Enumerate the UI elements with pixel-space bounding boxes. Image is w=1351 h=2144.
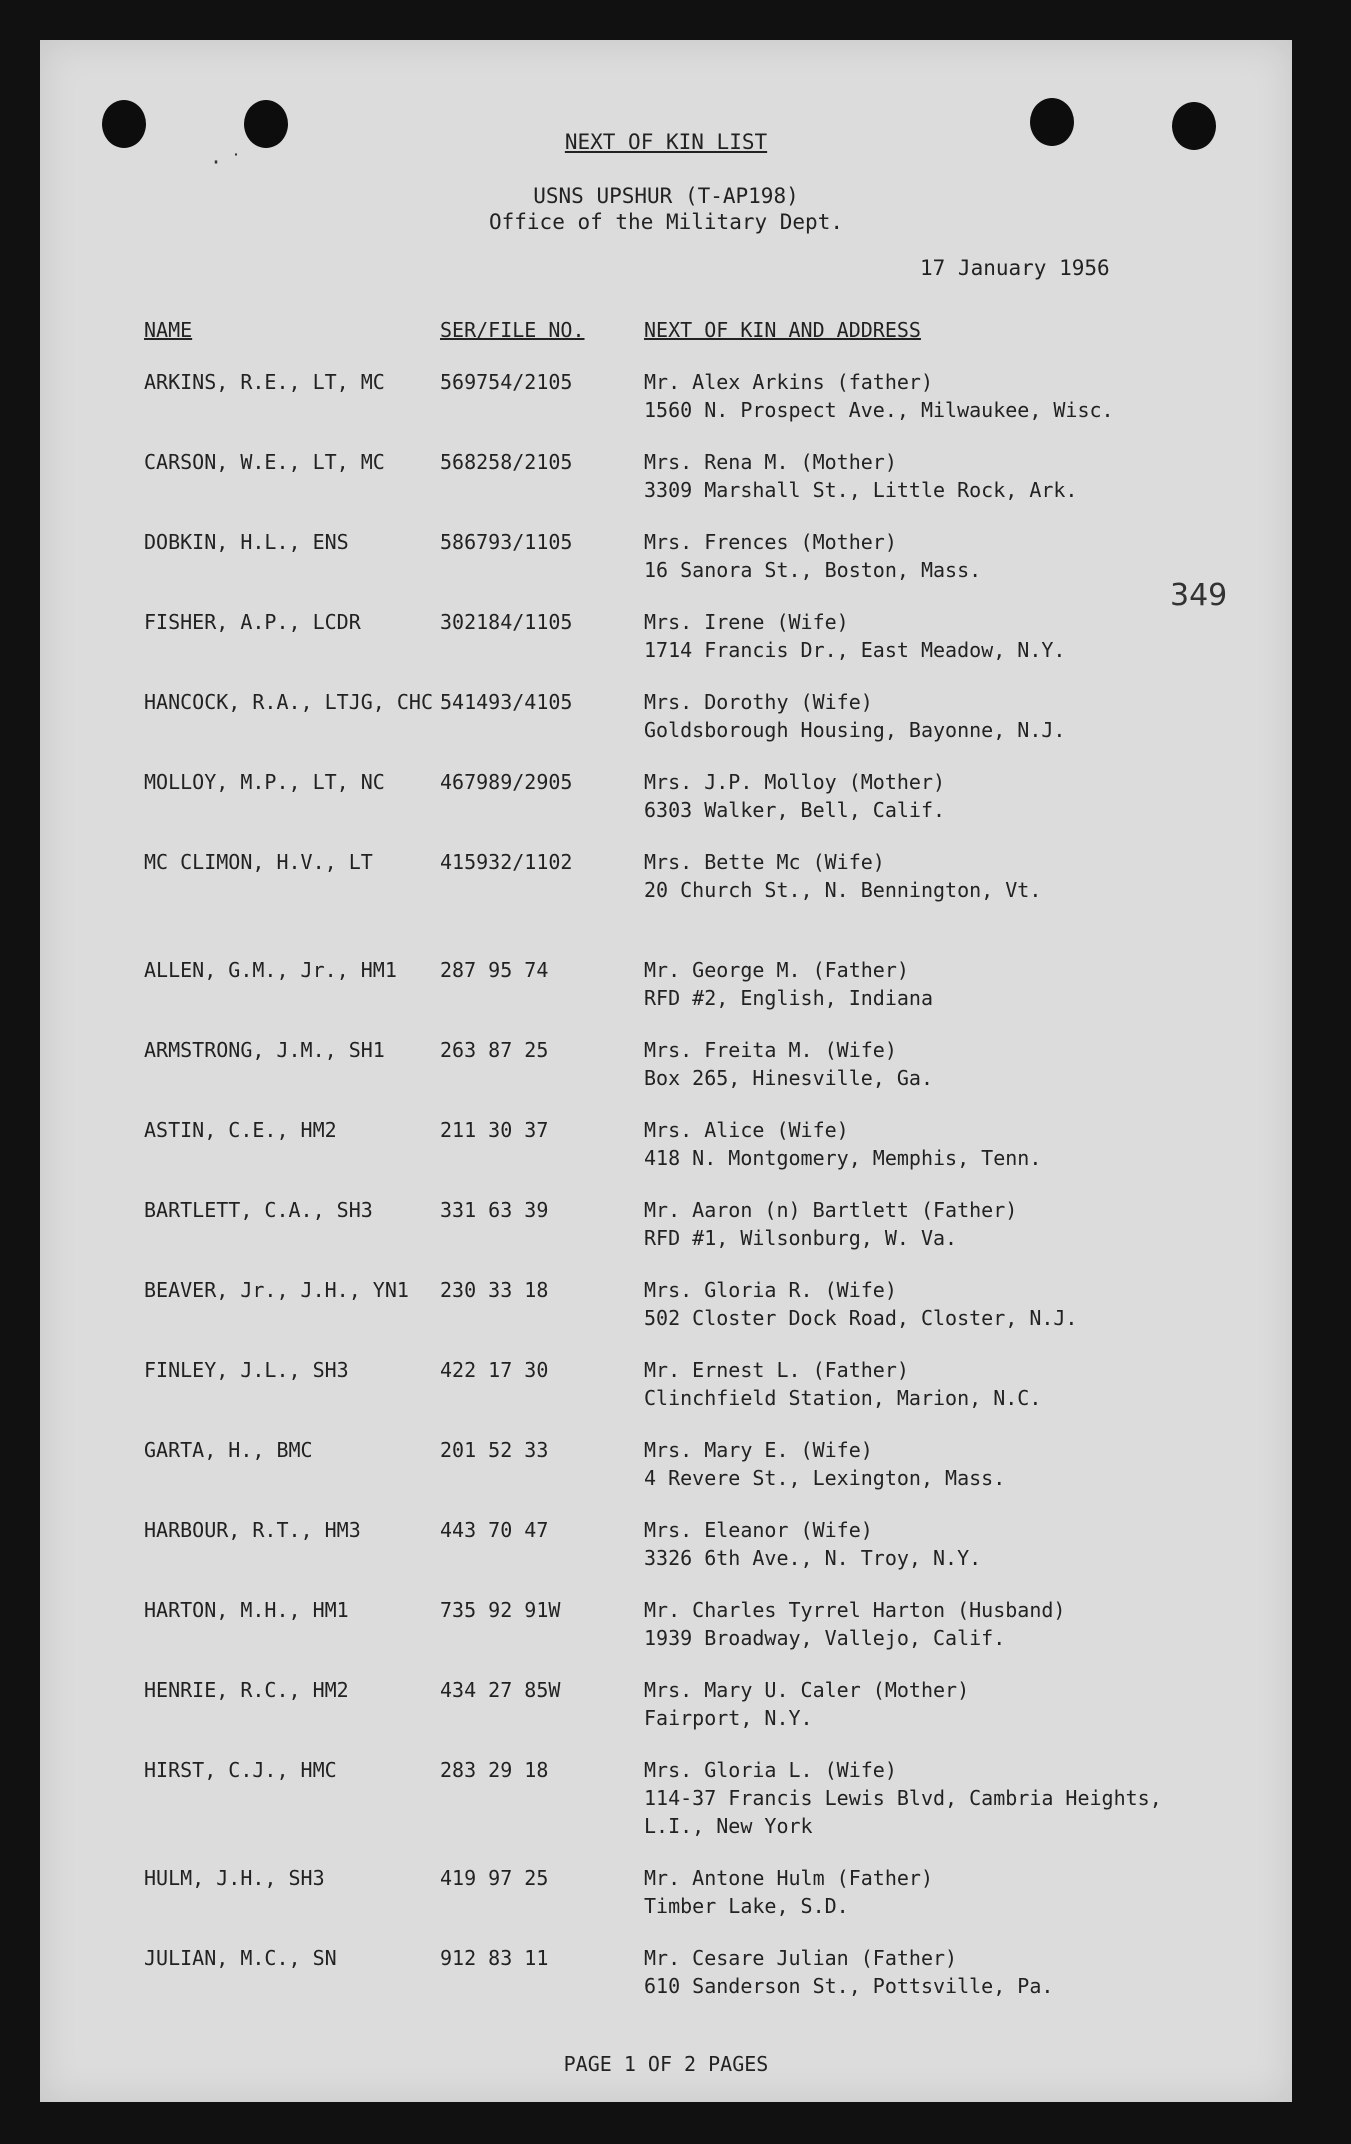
entry-kin-line: L.I., New York	[644, 1814, 813, 1838]
document-title: NEXT OF KIN LIST	[564, 130, 768, 154]
column-header-name: NAME	[144, 318, 193, 342]
entry-ser-file-no: 541493/4105	[440, 690, 573, 714]
entry-kin-line: Mr. Aaron (n) Bartlett (Father)	[644, 1198, 1018, 1222]
entry-name: ASTIN, C.E., HM2	[144, 1118, 337, 1142]
entry-kin-line: Mr. Cesare Julian (Father)	[644, 1946, 958, 1970]
entry-ser-file-no: 422 17 30	[440, 1358, 549, 1382]
margin-page-number: 349	[1170, 578, 1228, 613]
entry-kin-line: 610 Sanderson St., Pottsville, Pa.	[644, 1974, 1054, 1998]
entry-name: GARTA, H., BMC	[144, 1438, 313, 1462]
entry-kin-line: Mrs. Frences (Mother)	[644, 530, 897, 554]
entry-name: FINLEY, J.L., SH3	[144, 1358, 349, 1382]
entry-kin-line: 418 N. Montgomery, Memphis, Tenn.	[644, 1146, 1042, 1170]
entry-kin-line: 6303 Walker, Bell, Calif.	[644, 798, 946, 822]
entry-ser-file-no: 331 63 39	[440, 1198, 549, 1222]
entry-name: BARTLETT, C.A., SH3	[144, 1198, 373, 1222]
entry-ser-file-no: 443 70 47	[440, 1518, 549, 1542]
entry-ser-file-no: 434 27 85W	[440, 1678, 561, 1702]
entry-name: JULIAN, M.C., SN	[144, 1946, 337, 1970]
entry-name: FISHER, A.P., LCDR	[144, 610, 361, 634]
entry-name: BEAVER, Jr., J.H., YN1	[144, 1278, 409, 1302]
entry-kin-line: 3309 Marshall St., Little Rock, Ark.	[644, 478, 1078, 502]
entry-ser-file-no: 415932/1102	[440, 850, 573, 874]
entry-kin-line: Mrs. Bette Mc (Wife)	[644, 850, 885, 874]
entry-ser-file-no: 586793/1105	[440, 530, 573, 554]
entry-next-of-kin	[644, 448, 1077, 504]
page-footer: PAGE 1 OF 2 PAGES	[563, 2052, 769, 2076]
entry-kin-line: Fairport, N.Y.	[644, 1706, 813, 1730]
entry-next-of-kin	[644, 608, 1065, 664]
entry-next-of-kin	[644, 1676, 969, 1732]
entry-kin-line: Clinchfield Station, Marion, N.C.	[644, 1386, 1042, 1410]
paper-specks: ·˙	[210, 150, 251, 174]
entry-kin-line: Mrs. Dorothy (Wife)	[644, 690, 873, 714]
entry-next-of-kin	[644, 368, 1114, 424]
entry-ser-file-no: 211 30 37	[440, 1118, 549, 1142]
entry-kin-line: 3326 6th Ave., N. Troy, N.Y.	[644, 1546, 982, 1570]
entry-next-of-kin	[644, 1596, 1065, 1652]
entry-kin-line: 502 Closter Dock Road, Closter, N.J.	[644, 1306, 1078, 1330]
entry-ser-file-no: 230 33 18	[440, 1278, 549, 1302]
column-header-ser: SER/FILE NO.	[440, 318, 585, 342]
entry-kin-line: 1939 Broadway, Vallejo, Calif.	[644, 1626, 1006, 1650]
entry-name: HARBOUR, R.T., HM3	[144, 1518, 361, 1542]
entry-next-of-kin	[644, 1116, 1041, 1172]
entry-name: ARKINS, R.E., LT, MC	[144, 370, 385, 394]
entry-next-of-kin	[644, 1276, 1077, 1332]
entry-ser-file-no: 569754/2105	[440, 370, 573, 394]
entry-name: ALLEN, G.M., Jr., HM1	[144, 958, 397, 982]
entry-next-of-kin	[644, 956, 933, 1012]
entry-name: ARMSTRONG, J.M., SH1	[144, 1038, 385, 1062]
entry-kin-line: Mrs. Mary U. Caler (Mother)	[644, 1678, 970, 1702]
entry-name: HARTON, M.H., HM1	[144, 1598, 349, 1622]
entry-kin-line: Box 265, Hinesville, Ga.	[644, 1066, 933, 1090]
entry-kin-line: Mr. George M. (Father)	[644, 958, 909, 982]
entry-kin-line: Timber Lake, S.D.	[644, 1894, 849, 1918]
entry-kin-line: Goldsborough Housing, Bayonne, N.J.	[644, 718, 1066, 742]
entry-kin-line: Mrs. J.P. Molloy (Mother)	[644, 770, 946, 794]
office-name: Office of the Military Dept.	[488, 210, 843, 234]
entry-next-of-kin	[644, 1436, 1005, 1492]
entry-name: MC CLIMON, H.V., LT	[144, 850, 373, 874]
entry-kin-line: RFD #2, English, Indiana	[644, 986, 933, 1010]
entry-kin-line: Mrs. Alice (Wife)	[644, 1118, 849, 1142]
entry-next-of-kin	[644, 1756, 1162, 1840]
entry-next-of-kin	[644, 768, 945, 824]
entry-next-of-kin	[644, 1864, 933, 1920]
entry-kin-line: Mr. Antone Hulm (Father)	[644, 1866, 933, 1890]
document-date: 17 January 1956	[920, 256, 1110, 280]
entry-next-of-kin	[644, 1036, 933, 1092]
entry-next-of-kin	[644, 688, 1065, 744]
entry-kin-line: Mr. Charles Tyrrel Harton (Husband)	[644, 1598, 1066, 1622]
entry-next-of-kin	[644, 528, 981, 584]
entry-next-of-kin	[644, 1516, 981, 1572]
entry-kin-line: Mrs. Irene (Wife)	[644, 610, 849, 634]
column-header-kin: NEXT OF KIN AND ADDRESS	[644, 318, 921, 342]
entry-name: MOLLOY, M.P., LT, NC	[144, 770, 385, 794]
entry-kin-line: RFD #1, Wilsonburg, W. Va.	[644, 1226, 958, 1250]
entry-ser-file-no: 287 95 74	[440, 958, 549, 982]
entry-next-of-kin	[644, 1196, 1017, 1252]
entry-ser-file-no: 912 83 11	[440, 1946, 549, 1970]
entry-ser-file-no: 283 29 18	[440, 1758, 549, 1782]
entry-kin-line: 16 Sanora St., Boston, Mass.	[644, 558, 982, 582]
entry-kin-line: 1714 Francis Dr., East Meadow, N.Y.	[644, 638, 1066, 662]
ship-name: USNS UPSHUR (T-AP198)	[533, 184, 799, 208]
entry-kin-line: Mrs. Gloria R. (Wife)	[644, 1278, 897, 1302]
entry-kin-line: Mr. Alex Arkins (father)	[644, 370, 933, 394]
entry-kin-line: Mrs. Freita M. (Wife)	[644, 1038, 897, 1062]
entry-kin-line: Mrs. Mary E. (Wife)	[644, 1438, 873, 1462]
entry-ser-file-no: 467989/2905	[440, 770, 573, 794]
entry-kin-line: Mr. Ernest L. (Father)	[644, 1358, 909, 1382]
entry-kin-line: 4 Revere St., Lexington, Mass.	[644, 1466, 1006, 1490]
entry-kin-line: Mrs. Eleanor (Wife)	[644, 1518, 873, 1542]
entry-name: HENRIE, R.C., HM2	[144, 1678, 349, 1702]
entry-kin-line: Mrs. Rena M. (Mother)	[644, 450, 897, 474]
entry-kin-line: 114-37 Francis Lewis Blvd, Cambria Heights,	[644, 1786, 1162, 1810]
entry-name: HIRST, C.J., HMC	[144, 1758, 337, 1782]
entry-next-of-kin	[644, 1356, 1041, 1412]
entry-name: DOBKIN, H.L., ENS	[144, 530, 349, 554]
entry-name: HULM, J.H., SH3	[144, 1866, 325, 1890]
entry-kin-line: 20 Church St., N. Bennington, Vt.	[644, 878, 1042, 902]
entry-ser-file-no: 568258/2105	[440, 450, 573, 474]
entry-kin-line: 1560 N. Prospect Ave., Milwaukee, Wisc.	[644, 398, 1114, 422]
entry-next-of-kin	[644, 1944, 1053, 2000]
entry-ser-file-no: 263 87 25	[440, 1038, 549, 1062]
entry-ser-file-no: 419 97 25	[440, 1866, 549, 1890]
entry-ser-file-no: 201 52 33	[440, 1438, 549, 1462]
entry-next-of-kin	[644, 848, 1041, 904]
entry-ser-file-no: 302184/1105	[440, 610, 573, 634]
document-page	[40, 40, 1292, 2102]
entry-name: HANCOCK, R.A., LTJG, CHC	[144, 690, 433, 714]
entry-name: CARSON, W.E., LT, MC	[144, 450, 385, 474]
entry-kin-line: Mrs. Gloria L. (Wife)	[644, 1758, 897, 1782]
entry-ser-file-no: 735 92 91W	[440, 1598, 561, 1622]
